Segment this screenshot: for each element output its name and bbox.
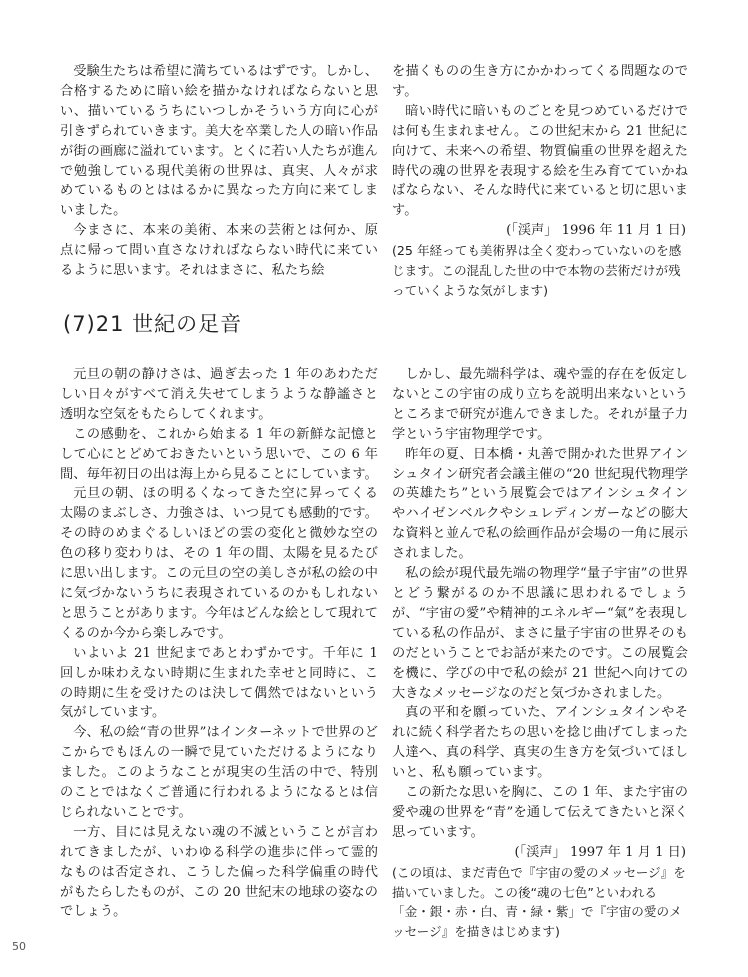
section-heading: (7)21 世紀の足音	[63, 312, 243, 336]
paragraph: 私の絵が現代最先端の物理学“量子宇宙”の世界とどう繋がるのか不思議に思われるでしょうが、“宇宙の愛”や精神的エネルギー“氣”を表現している私の作品が、まさに量子宇宙の世界そのものだということでお話が来たのです。この展覧会を機に、学びの中で私の絵が 21 世紀へ向けての大きなメッセージなのだと気づかされました。	[392, 566, 688, 701]
section-left-column	[60, 365, 378, 922]
page-number: 50	[12, 940, 26, 953]
paragraph: いよいよ 21 世紀まであとわずかです。千年に 1 回しか味わえない時期に生まれた幸せと同時に、この時期に生を受けたのは決して偶然ではないという気がしています。	[60, 645, 378, 721]
paragraph: しかし、最先端科学は、魂や霊的存在を仮定しないとこの宇宙の成り立ちを説明出来ないというところまで研究が進んできました。それが量子力学という宇宙物理学です。	[392, 367, 688, 442]
paragraph: 今、私の絵“青の世界”はインターネットで世界のどこからでもほんの一瞬で見ていただけるようになりました。このようなことが現実の生活の中で、特別のことではなくご普通に行われるようになるとは信じられないことです。	[60, 725, 379, 820]
section-right-column	[392, 365, 688, 942]
paragraph: 受験生たちは希望に満ちているはずです。しかし、合格するために暗い絵を描かなければならないと思い、描いているうちにいつしかそういう方向に心が引きずられていきます。美大を卒業した人の暗い作品が街の画廊に溢れています。とくに若い人たちが進んで勉強している現代美術の世界は、真実、人々が求めているものとははるかに異なった方向に来てしまいました。	[60, 64, 379, 219]
paragraph: 暗い時代に暗いものごとを見つめているだけでは何も生まれません。この世紀末から 21 世紀に向けて、未来への希望、物質偏重の世界を超えた時代の魂の世界を表現する絵を生み育てていかねばならない、そんな時代に来ていると切に思います。	[392, 103, 688, 219]
paragraph: 昨年の夏、日本橋・丸善で開かれた世界アインシュタイン研究者会議主催の“20 世紀現代物理学の英雄たち”という展覧会ではアインシュタインやハイゼンベルクやシュレディンガーなどの膨大な資料と並んで私の絵画作品が会場の一角に展示されました。	[392, 446, 688, 562]
author-note: (25 年経っても美術界は全く変わっていないのを感じます。この混乱した世の中で本物の芸術だけが残っていくような気がします)	[392, 243, 682, 298]
author-note: (この頃は、まだ青色で『宇宙の愛のメッセージ』を描いていました。この後“魂の七色”といわれる「金・銀・赤・白、青・緑・紫」で『宇宙の愛のメッセージ』を描きはじめます)	[392, 864, 686, 940]
paragraph: この新たな思いを胸に、この 1 年、また宇宙の愛や魂の世界を“青”を通して伝えてきたいと深く思っています。	[392, 785, 689, 840]
paragraph: 一方、目には見えない魂の不滅ということが言われてきましたが、いわゆる科学の進歩に伴って霊的なものは否定され、こうした偏った科学偏重の時代がもたらしたものが、この 20 世紀末の地球の姿なのでしょう。	[60, 824, 378, 920]
paragraph: 真の平和を願っていた、アインシュタインやそれに続く科学者たちの思いを捻じ曲げてしまった人達へ、真の科学、真実の生き方を気づいてほしいと、私も願っています。	[392, 705, 688, 781]
top-left-column	[60, 62, 378, 281]
paragraph: 元旦の朝の静けさは、過ぎ去った 1 年のあわただしい日々がすべて消え失せてしまうような静謐さと透明な空気をもたらしてくれます。	[60, 367, 378, 422]
paragraph: この感動を、これから始まる 1 年の新鮮な記憶として心にとどめておきたいという思いで、この 6 年間、毎年初日の出は海上から見ることにしています。	[60, 426, 378, 482]
source-citation: (「渓声」 1996 年 11 月 1 日)	[506, 223, 686, 239]
paragraph: 元旦の朝、ほの明るくなってきた空に昇ってくる太陽のまぶしさ、力強さは、いつ見ても感動的です。その時のめまぐるしいほどの雲の変化と微妙な空の色の移り変わりは、その 1 年の間、太陽を見るたびに思い出します。この元旦の空の美しさが私の絵の中に気づかないうちに表現されているのかもしれないと思うことがあります。今年はどんな絵として現れてくるのか今から楽しみです。	[60, 486, 378, 641]
paragraph: 今まさに、本来の美術、本来の芸術とは何か、原点に帰って問い直さなければならない時代に来ているように思います。それはまさに、私たち絵	[60, 223, 378, 279]
source-citation: (「渓声」 1997 年 1 月 1 日)	[514, 844, 686, 860]
paragraph: を描くものの生き方にかかわってくる問題なのです。	[392, 64, 688, 99]
top-right-column	[392, 62, 688, 301]
